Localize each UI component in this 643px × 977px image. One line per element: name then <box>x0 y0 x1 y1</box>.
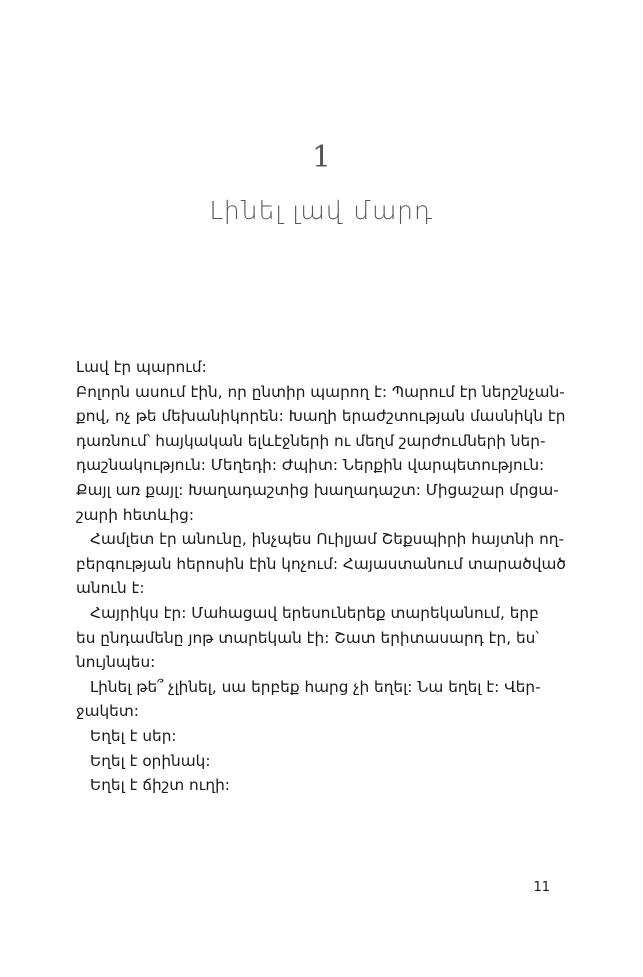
page-number: 11 <box>533 880 550 895</box>
text-line: ես ընդամենը յոթ տարեկան էի: Շատ երիտասարդ էր, ես՝ <box>76 628 539 647</box>
text-line: Համլետ էր անունը, ինչպես Ուիլյամ Շեքսպիրի հայտնի ող- <box>90 530 565 549</box>
chapter-number: 1 <box>311 140 332 175</box>
text-line: քով, ոչ թե մեխանիկորեն: Խաղի երաժշտության մասնիկն էր <box>76 407 566 426</box>
text-line: Բոլորն ասում էին, որ ընտիր պարող է: Պարում էր ներշնչան- <box>76 382 565 401</box>
text-line: նույնպես: <box>76 653 156 672</box>
text-line: Եղել է օրինակ: <box>90 751 211 770</box>
text-line: Հայրիկս էր: Մահացավ երեսուներեք տարեկանում, երբ <box>90 603 539 622</box>
text-line: անուն է: <box>76 579 145 598</box>
text-line: ջակետ: <box>76 702 139 721</box>
text-line: շարի հետևից: <box>76 505 195 524</box>
text-line: բերգության հերոսին էին կոչում: Հայաստանում տարածված <box>76 554 566 573</box>
text-line: Եղել է սեր: <box>90 726 177 745</box>
body-text <box>76 355 566 798</box>
text-line: Քայլ առ քայլ: Խաղադաշտից խաղադաշտ: Միցաշար մրցա- <box>76 480 559 499</box>
text-line: Լավ էր պարում: <box>76 358 207 376</box>
text-line: դառնում՝ հայկական ելևէջների ու մեղմ շարժումների ներ- <box>76 431 546 450</box>
text-line: դաշնակություն: Մեղեդի: Ժպիտ: Ներքին վարպետություն: <box>76 456 545 475</box>
chapter-title: Լինել լավ մարդ <box>209 196 434 225</box>
text-line: Եղել է ճիշտ ուղի: <box>90 776 230 795</box>
text-line: Լինել թե՞ չլինել, սա երբեք հարց չի եղել: Նա եղել է: Վեր- <box>90 677 541 696</box>
